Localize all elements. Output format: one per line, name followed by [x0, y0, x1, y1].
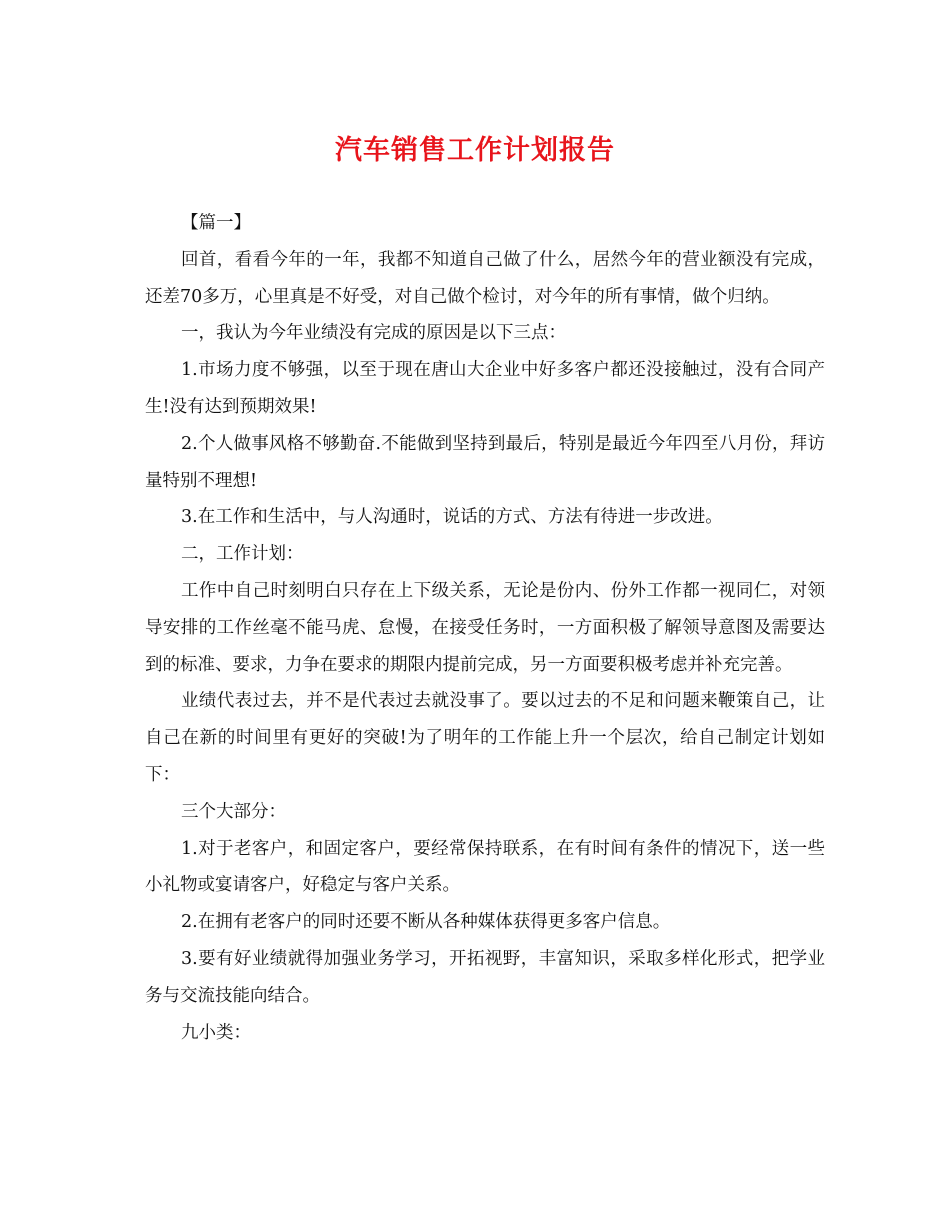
reason-item-3: 3.在工作和生活中，与人沟通时，说话的方式、方法有待进一步改进。	[181, 507, 723, 528]
paragraph-work-attitude: 工作中自己时刻明白只存在上下级关系，无论是份内、份外工作都一视同仁，对领导安排的工作丝毫不能马虎、怠慢，在接受任务时，一方面积极了解领导意图及需要达到的标准、要求，力争在要求的期限内提前完成，另一方面要积极考虑并补充完善。	[145, 580, 825, 675]
heading-reasons: 一，我认为今年业绩没有完成的原因是以下三点：	[181, 323, 566, 344]
paragraph-intro: 回首，看看今年的一年，我都不知道自己做了什么，居然今年的营业额没有完成，还差70多万，心里真是不好受，对自己做个检讨，对今年的所有事情，做个归纳。	[145, 249, 825, 307]
document-title: 汽车销售工作计划报告	[335, 135, 615, 166]
reason-item-1: 1.市场力度不够强，以至于现在唐山大企业中好多客户都还没接触过，没有合同产生!没有达到预期效果!	[145, 360, 825, 417]
section-label: 【篇一】	[181, 213, 251, 233]
plan-item-1: 1.对于老客户，和固定客户，要经常保持联系，在有时间有条件的情况下，送一些小礼物或宴请客户，好稳定与客户关系。	[145, 838, 825, 896]
reason-item-2: 2.个人做事风格不够勤奋.不能做到坚持到最后，特别是最近今年四至八月份，拜访量特别不理想!	[145, 433, 825, 491]
plan-item-3: 3.要有好业绩就得加强业务学习，开拓视野，丰富知识，采取多样化形式，把学业务与交流技能向结合。	[145, 948, 825, 1006]
paragraph-performance: 业绩代表过去，并不是代表过去就没事了。要以过去的不足和问题来鞭策自己，让自己在新的时间里有更好的突破!为了明年的工作能上升一个层次，给自己制定计划如下：	[145, 691, 825, 785]
plan-item-2: 2.在拥有老客户的同时还要不断从各种媒体获得更多客户信息。	[181, 912, 671, 933]
heading-work-plan: 二，工作计划：	[181, 544, 304, 565]
heading-nine-categories: 九小类：	[181, 1022, 251, 1043]
heading-three-parts: 三个大部分：	[181, 801, 286, 822]
document-body	[145, 205, 825, 1051]
